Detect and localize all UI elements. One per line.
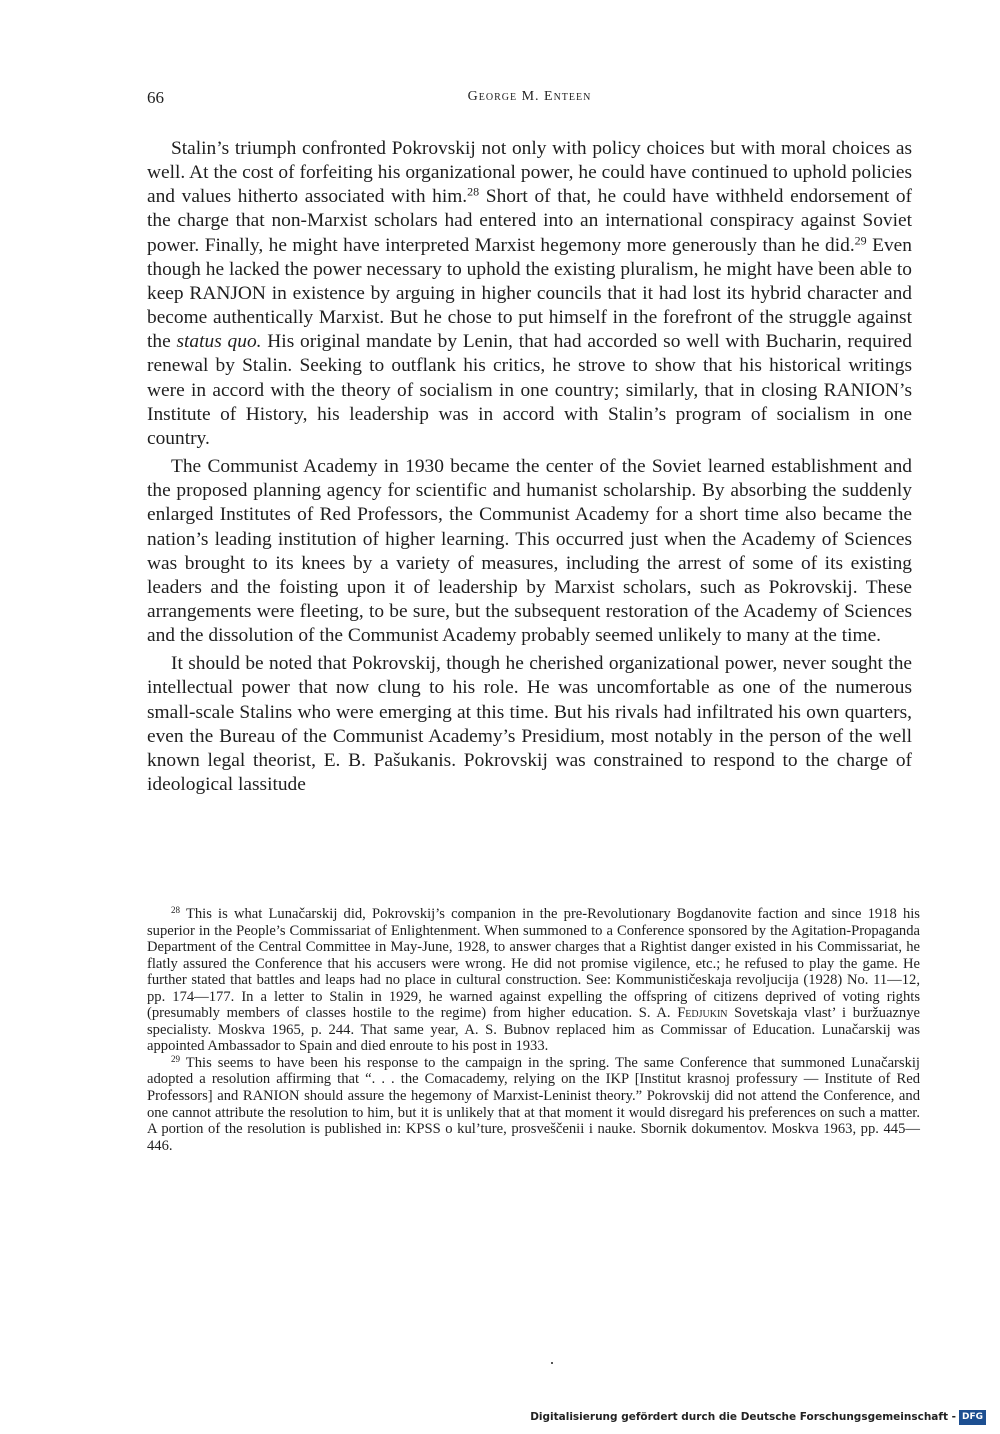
footnote-28 <box>147 906 920 1055</box>
status-quo-italic: status quo. <box>176 331 262 353</box>
paragraph-1-part-b: Short of that, he could have withheld endorsement of the charge that non-Marxist scholars had entered into an international conspiracy against Soviet power. Finally, he might have interpreted Marxist hegemony more generously than he did. <box>147 186 912 256</box>
footnotes <box>147 906 920 1154</box>
funding-notice <box>530 1409 986 1425</box>
footnote-ref-29: 29 <box>854 233 867 248</box>
footnote-28-part-b: Sovetskaja vlast’ i buržuaznye specialisty. Moskva 1965, p. 244. That same year, A. S. Bubnov replaced him as Commissar of Education. Lunačarskij was appointed Ambassador to Spain and died enroute to his post in 1933. <box>147 1005 920 1055</box>
footnote-29-number: 29 <box>171 1053 181 1064</box>
paragraph-3: It should be noted that Pokrovskij, though he cherished organizational power, never sought the intellectual power that now clung to his role. He was uncomfortable as one of the numerous small-scale Stalins who were emerging at this time. But his rivals had infiltrated his own quarters, even the Bureau of the Communist Academy’s Presidium, most notably in the person of the well known legal theorist, E. B. Pašukanis. Pokrovskij was constrained to respond to the charge of ideological lassitude <box>147 653 912 796</box>
page-header <box>147 88 912 112</box>
paragraph-1-part-a: Stalin’s triumph confronted Pokrovskij not only with policy choices but with moral choices as well. At the cost of forfeiting his organizational power, he could have continued to uphold policies and values hitherto associated with him. <box>147 138 912 208</box>
footnote-29 <box>147 1055 920 1154</box>
footnote-29-text: This seems to have been his response to the campaign in the spring. The same Conference that summoned Lunačarskij adopted a resolution affirming that “. . . the Comacademy, relying on the IKP [Institut krasnoj professury — Institute of Red Professors] and RANION should assure the hegemony of Marxist-Leninist theory.” Pokrovskij did not attend the Conference, and one cannot attribute the resolution to him, but it is unlikely that at that moment it would disregard his preferences on such a matter. A portion of the resolution is published in: KPSS o kul’ture, prosveščenii i nauke. Sbornik dokumentov. Moskva 1963, pp. 445—446. <box>147 1054 920 1154</box>
paragraph-1-part-c: Even though he lacked the power necessary to uphold the existing pluralism, he might have been able to keep RANJON in existence by arguing in higher councils that it had lost its hybrid character and become authentically Marxist. But he chose to put himself in the forefront of the struggle against the <box>147 234 912 353</box>
page-number: 66 <box>147 88 164 107</box>
paragraph-1-part-d: His original mandate by Lenin, that had accorded so well with Bucharin, required renewal by Stalin. Seeking to outflank his critics, he strove to show that his historical writings were in accord with the theory of socialism in one country; similarly, that in closing RANION’s Institute of History, his leadership was in accord with Stalin’s program of socialism in one country. <box>147 331 912 449</box>
paragraph-2: The Communist Academy in 1930 became the center of the Soviet learned establishment and the proposed planning agency for scientific and humanist scholarship. By absorbing the suddenly enlarged Institutes of Red Professors, the Communist Academy for a short time also became the nation’s leading institution of higher learning. This occurred just when the Academy of Sciences was brought to its knees by a variety of measures, including the arrest of some of its existing leaders and the foisting upon it of leadership by Marxist scholars, such as Pokrovskij. These arrangements were fleeting, to be sure, but the subsequent restoration of the Academy of Sciences and the dissolution of the Communist Academy probably seemed unlikely to many at the time. <box>147 456 912 647</box>
paragraph-1 <box>147 137 912 451</box>
footnote-ref-28: 28 <box>467 184 480 199</box>
scan-speck <box>551 1362 553 1364</box>
footnote-28-part-a: This is what Lunačarskij did, Pokrovskij’s companion in the pre-Revolutionary Bogdanovite faction and since 1918 his superior in the People’s Commissariat of Enlightenment. When summoned to a Conference sponsored by the Agitation-Propaganda Department of the Central Committee in May-June, 1928, to answer charges that a Rightist danger existed in his Commissariat, he flatly assured the Conference that his accusers were wrong. He did not promise vigilence, etc.; he refused to play the game. He further stated that battles and leaps had no place in cultural construction. See: Kommunističeskaja revoljucija (1928) No. 11—12, pp. 174—177. In a letter to Stalin in 1929, he warned against expelling the offspring of citizens deprived of voting rights (presumably members of classes hostile to the regime) from higher education. S. A. <box>147 906 920 1022</box>
running-head: George M. Enteen <box>467 89 592 104</box>
footnote-28-number: 28 <box>171 905 181 916</box>
main-text <box>147 137 912 797</box>
dfg-logo: DFG <box>959 1410 986 1425</box>
footnote-28-author: Fedjukin <box>677 1005 728 1022</box>
funding-text: Digitalisierung gefördert durch die Deutsche Forschungsgemeinschaft - <box>530 1411 956 1423</box>
